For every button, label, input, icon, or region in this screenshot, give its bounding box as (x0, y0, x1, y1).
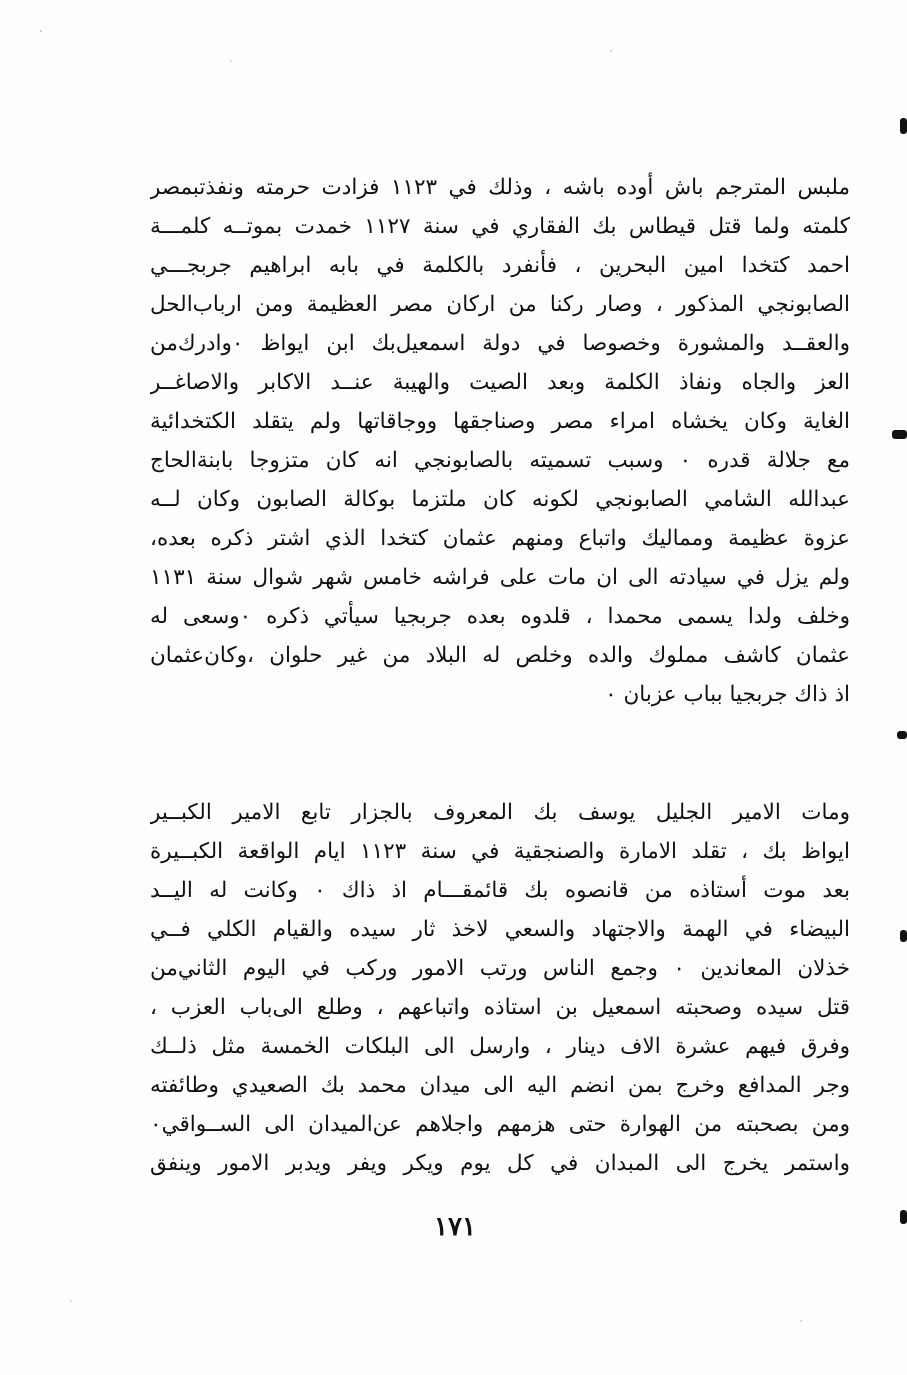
text-line: كلمته ولما قتل قيطاس بك الفقاري في سنة ١١٢٧ خمدت بموتــه كلمـــة (150, 214, 850, 239)
text-line: مع جلالة قدره ٠ وسبب تسميته بالصابونجي انه كان متزوجا بابنة‌الحاج (150, 448, 850, 473)
paragraph (150, 168, 850, 714)
text-line: خذلان المعاندين ٠ وجمع الناس ورتب الامور وركب في اليوم الثاني‌من (150, 956, 850, 981)
text-line: احمد كتخدا امين البحرين ، فأنفرد بالكلمة في بابه ابراهيم جربجـــي (150, 253, 850, 278)
text-line: وجر المدافع وخرج بمن انضم اليه الى ميدان محمد بك الصعيدي وطائفته (150, 1073, 850, 1098)
edge-mark (900, 1210, 907, 1224)
text-line: ايواظ بك ، تقلد الامارة والصنجقية في سنة ١١٢٣ ايام الواقعة الكبــيرة (150, 839, 850, 864)
speckle (610, 50, 612, 52)
edge-mark (900, 118, 907, 134)
speckle (800, 1320, 802, 1322)
text-line: عثمان كاشف مملوك والده وخلص له البلاد من غير حلوان ،وكان‌عثمان (150, 643, 850, 668)
paragraph (150, 793, 850, 1183)
text-line: عبدالله الشامي الصابونجي لكونه كان ملتزما بوكالة الصابون وكان لــه (150, 487, 850, 512)
text-line: البيضاء في الهمة والاجتهاد والسعي لاخذ ثار سيده والقيام الكلي فــي (150, 917, 850, 942)
text-line: اذ ذاك جربجيا بباب عزبان ٠ (605, 682, 850, 707)
text-line: وفرق فيهم عشرة الاف دينار ، وارسل الى البلكات الخمسة مثل ذلــك (150, 1034, 850, 1059)
text-line: واستمر يخرج الى المبدان في كل يوم ويكر ويفر ويدبر الامور وينفق (150, 1151, 850, 1176)
edge-mark (900, 930, 907, 942)
edge-mark (892, 430, 907, 439)
speckle (40, 30, 42, 32)
text-line: عزوة عظيمة ومماليك واتباع ومنهم عثمان كتخدا الذي اشتر ذكره بعده، (150, 526, 850, 551)
text-line: ولم يزل في سيادته الى ان مات على فراشه خامس شهر شوال سنة ١١٣١ (150, 565, 850, 590)
text-line: ومات الامير الجليل يوسف بك المعروف بالجزار تابع الامير الكبــير (150, 800, 850, 825)
text-line: بعد موت أستاذه من قانصوه بك قائمقـــام اذ ذاك ٠ وكانت له اليــد (150, 878, 850, 903)
text-line: الصابونجي المذكور ، وصار ركنا من اركان مصر العظيمة ومن ارباب‌الحل (150, 292, 850, 317)
edge-mark (897, 731, 907, 739)
text-line: الغاية وكان يخشاه امراء مصر وصناجقها ووجاقاتها ولم يتقلد الكتخدائية (150, 409, 850, 434)
speckle (230, 60, 232, 62)
speckle (70, 1300, 72, 1302)
text-line: ملبس المترجم باش أوده باشه ، وذلك في ١١٢٣ فزادت حرمته ونفذتبمصر (150, 175, 850, 200)
text-line: وخلف ولدا يسمى محمدا ، قلدوه بعده جربجيا سيأتي ذكره ٠وسعى له (150, 604, 850, 629)
text-line: ومن بصحبته من الهوارة حتى هزمهم واجلاهم عن‌الميدان الى الســواقي٠ (150, 1112, 850, 1137)
text-line: قتل سيده وصحبته اسمعيل بن استاذه واتباعهم ، وطلع الى‌باب العزب ، (150, 995, 850, 1020)
text-line: والعقــد والمشورة وخصوصا في دولة اسمعيل‌بك ابن ايواظ ٠وادرك‌من (150, 331, 850, 356)
page-number: ١٧١ (434, 1212, 476, 1242)
text-line: العز والجاه ونفاذ الكلمة وبعد الصيت والهيبة عنــد الاكابر والاصاغــر (150, 370, 850, 395)
